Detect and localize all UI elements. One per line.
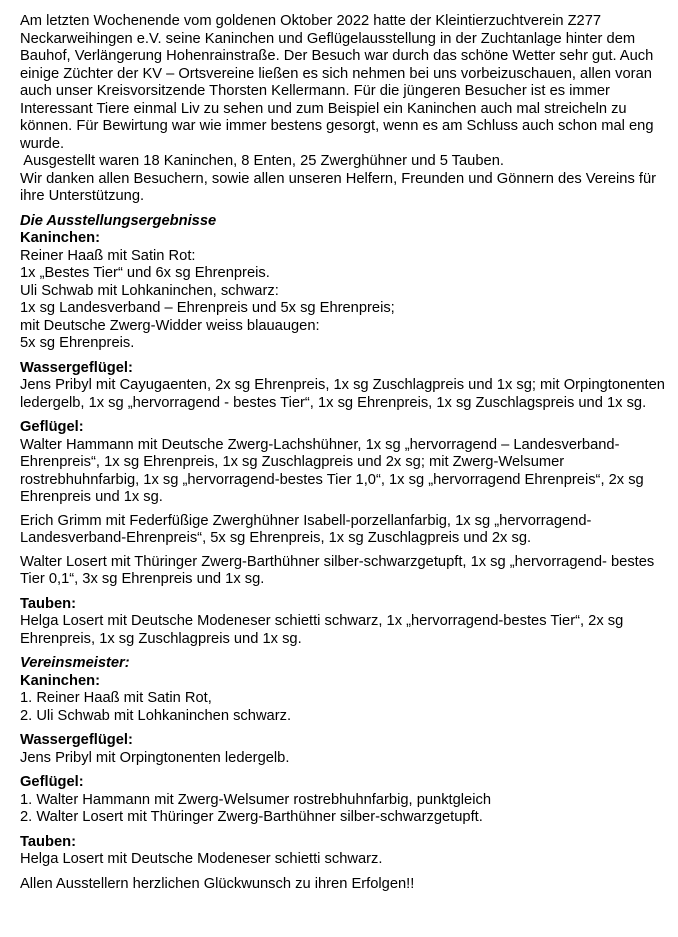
results-kaninchen-line: 1x „Bestes Tier“ und 6x sg Ehrenpreis. <box>20 265 270 281</box>
results-kaninchen-line: 1x sg Landesverband – Ehrenpreis und 5x sg Ehrenpreis; <box>20 300 395 316</box>
results-kaninchen-heading: Kaninchen: <box>20 230 100 246</box>
results-gefluegel-paragraph: Walter Losert mit Thüringer Zwerg-Barthühner silber-schwarzgetupft, 1x sg „hervorragend- bestes Tier 0,1“, 3x sg Ehrenpreis und 1x sg. <box>20 553 655 587</box>
results-kaninchen-line: 5x sg Ehrenpreis. <box>20 335 135 351</box>
closing-congratulations: Allen Ausstellern herzlichen Glückwunsch zu ihren Erfolgen!! <box>20 875 415 892</box>
vereinsmeister-kaninchen-line: 2. Uli Schwab mit Lohkaninchen schwarz. <box>20 707 292 724</box>
vereinsmeister-kaninchen-line: 1. Reiner Haaß mit Satin Rot, <box>20 690 212 706</box>
vereinsmeister-kaninchen-heading: Kaninchen: <box>20 672 100 689</box>
results-title: Die Ausstellungsergebnisse <box>20 212 217 229</box>
results-tauben-text: Helga Losert mit Deutsche Modeneser schietti schwarz, 1x „hervorragend-bestes Tier“, 2x sg Ehrenpreis, 1x sg Zuschlagpreis und 1x sg. <box>20 613 624 647</box>
vereinsmeister-gefluegel-line: 2. Walter Losert mit Thüringer Zwerg-Barthühner silber-schwarzgetupft. <box>20 809 483 825</box>
vereinsmeister-gefluegel-heading: Geflügel: <box>20 774 84 790</box>
vereinsmeister-wassergefluegel-text: Jens Pribyl mit Orpingtonenten ledergelb. <box>20 749 290 766</box>
results-gefluegel-heading: Geflügel: <box>20 419 84 435</box>
results-tauben-heading: Tauben: <box>20 595 77 612</box>
intro-paragraph: Am letzten Wochenende vom goldenen Oktober 2022 hatte der Kleintierzuchtverein Z277 Neckarweihingen e.V. seine Kaninchen und Geflügelausstellung in der Zuchtanlage hinter dem Bauhof, Verlängerung Hohenrainstraße. Der Besuch war durch das schöne Wetter sehr gut. Auch einige Züchter der KV – Ortsvereine ließen es sich nehmen bei uns vorbeizuschauen, allen voran auch unser Kreisvorsitzende Thorsten Kellermann. Für die jüngeren Besucher ist es immer Interessant Tiere einmal Liv zu sehen und zum Beispiel ein Kaninchen auch mal streicheln zu können. Für Bewirtung war wie immer bestens gesorgt, wenn es am Schluss auch schon mal eng wurde. <box>20 13 654 152</box>
intro-exhibit-counts: Ausgestellt waren 18 Kaninchen, 8 Enten, 25 Zwerghühner und 5 Tauben. <box>20 153 504 169</box>
results-wassergefluegel-heading: Wassergeflügel: <box>20 359 133 376</box>
vereinsmeister-tauben-heading: Tauben: <box>20 833 77 850</box>
results-kaninchen-line: Uli Schwab mit Lohkaninchen, schwarz: <box>20 282 279 299</box>
results-kaninchen-line: Reiner Haaß mit Satin Rot: <box>20 247 196 264</box>
results-gefluegel-paragraph: Walter Hammann mit Deutsche Zwerg-Lachshühner, 1x sg „hervorragend – Landesverband-Ehrenpreis“, 1x sg Ehrenpreis, 1x sg Zuschlagpreis und 2x sg; mit Zwerg-Welsumer rostrebhuhnfarbig, 1x sg „hervorragend-bestes Tier 1,0“, 1x sg „hervorragend Ehrenpreis“, 2x sg Ehrenpreis und 1x sg. <box>20 436 644 505</box>
vereinsmeister-tauben-text: Helga Losert mit Deutsche Modeneser schietti schwarz. <box>20 851 383 867</box>
results-wassergefluegel-text: Jens Pribyl mit Cayugaenten, 2x sg Ehrenpreis, 1x sg Zuschlagpreis und 1x sg; mit Orpingtonenten ledergelb, 1x sg „hervorragend - bestes Tier“, 1x sg Ehrenpreis, 1x sg Zuschlagspreis und 1x sg. <box>20 377 665 411</box>
intro-thanks: Wir danken allen Besuchern, sowie allen unseren Helfern, Freunden und Gönnern des Vereins für ihre Unterstützung. <box>20 170 657 204</box>
results-kaninchen-line: mit Deutsche Zwerg-Widder weiss blauaugen: <box>20 317 320 334</box>
document-body <box>20 13 670 893</box>
vereinsmeister-gefluegel-line: 1. Walter Hammann mit Zwerg-Welsumer rostrebhuhnfarbig, punktgleich <box>20 791 491 808</box>
results-gefluegel-paragraph: Erich Grimm mit Federfüßige Zwerghühner Isabell-porzellanfarbig, 1x sg „hervorragend-Landesverband-Ehrenpreis“, 5x sg Ehrenpreis, 1x sg Zuschlagpreis und 2x sg. <box>20 512 592 546</box>
vereinsmeister-wassergefluegel-heading: Wassergeflügel: <box>20 732 133 748</box>
vereinsmeister-title: Vereinsmeister: <box>20 655 130 671</box>
